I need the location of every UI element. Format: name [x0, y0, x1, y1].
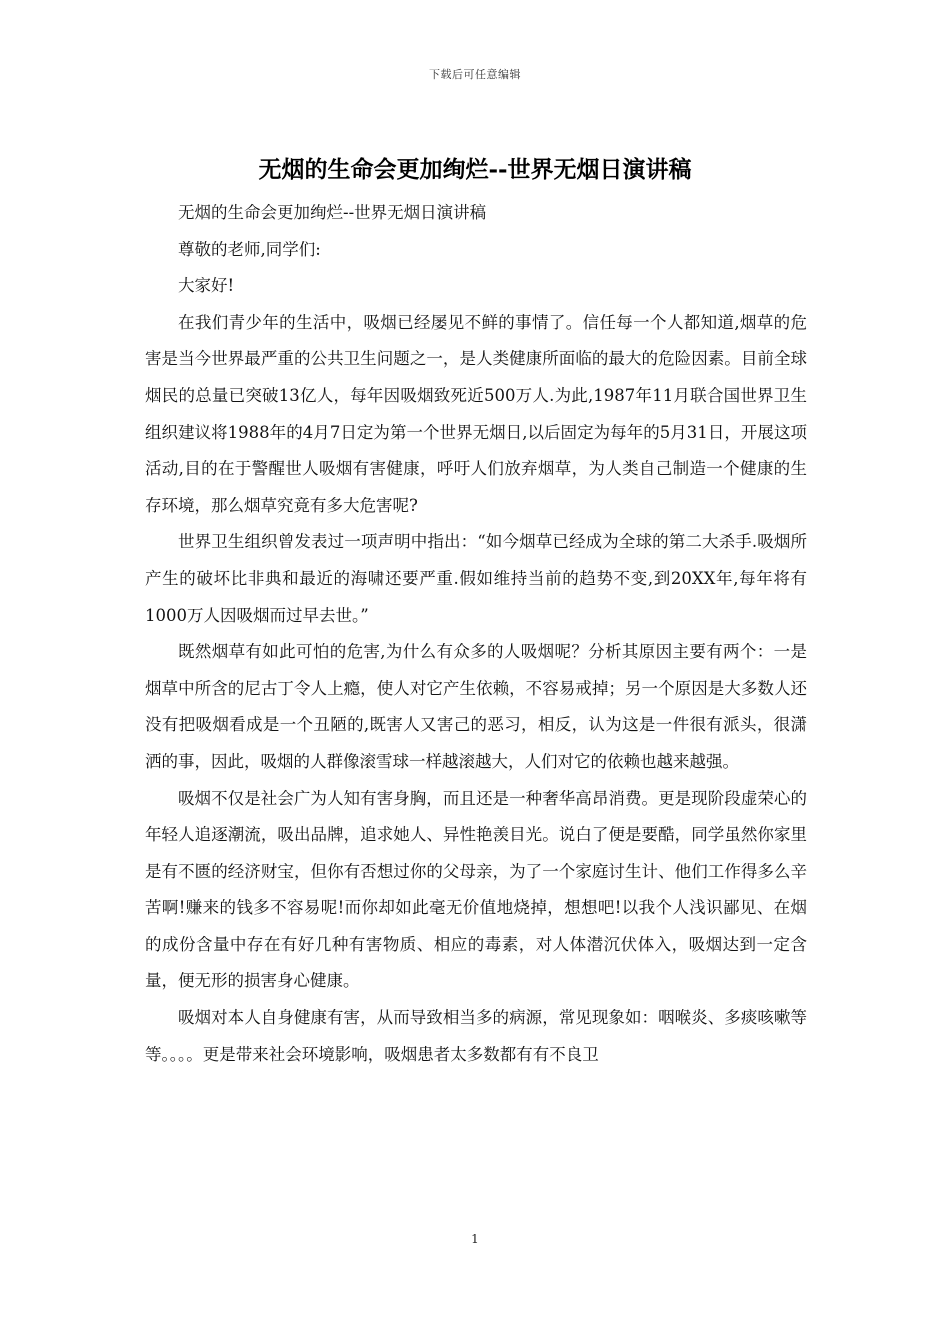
paragraph-body: 在我们青少年的生活中，吸烟已经屡见不鲜的事情了。信任每一个人都知道,烟草的危害是当今世界最严重的公共卫生问题之一，是人类健康所面临的最大的危险因素。目前全球烟民的总量已突破13亿人，每年因吸烟致死近500万人.为此,1987年11月联合国世界卫生组织建议将1988年的4月7日定为第一个世界无烟日,以后固定为每年的5月31日，开展这项活动,目的在于警醒世人吸烟有害健康，呼吁人们放弃烟草，为人类自己制造一个健康的生存环境，那么烟草究竟有多大危害呢?	[145, 312, 807, 515]
document-title: 无烟的生命会更加绚烂--世界无烟日演讲稿	[258, 156, 692, 183]
page-header-note: 下载后可任意编辑	[429, 68, 521, 81]
paragraph-body: 吸烟不仅是社会广为人知有害身胸，而且还是一种奢华高昂消费。更是现阶段虚荣心的年轻人追逐潮流，吸出品牌，追求她人、异性艳羡目光。说白了便是要酷，同学虽然你家里是有不匮的经济财宝，但你有否想过你的父母亲，为了一个家庭讨生计、他们工作得多么辛苦啊!赚来的钱多不容易呢!而你却如此毫无价值地烧掉，想想吧!以我个人浅识鄙见、在烟的成份含量中存在有好几种有害物质、相应的毒素，对人体潜沉伏体入，吸烟达到一定含量，便无形的损害身心健康。	[145, 788, 807, 991]
paragraph-body: 既然烟草有如此可怕的危害,为什么有众多的人吸烟呢？分析其原因主要有两个：一是烟草中所含的尼古丁令人上瘾，使人对它产生依赖，不容易戒掉；另一个原因是大多数人还没有把吸烟看成是一个丑陋的,既害人又害己的恶习，相反，认为这是一件很有派头，很潇洒的事，因此，吸烟的人群像滚雪球一样越滚越大，人们对它的依赖也越来越强。	[145, 642, 807, 771]
document-body	[145, 195, 807, 1073]
paragraph-salutation: 尊敬的老师,同学们:	[178, 239, 321, 259]
paragraph-subtitle: 无烟的生命会更加绚烂--世界无烟日演讲稿	[178, 203, 487, 222]
paragraph-body: 世界卫生组织曾发表过一项声明中指出：“如今烟草已经成为全球的第二大杀手.吸烟所产生的破坏比非典和最近的海啸还要严重.假如维持当前的趋势不变,到20XX年,每年将有1000万人因吸烟而过早去世。”	[145, 532, 807, 625]
page-number: 1	[471, 1232, 479, 1246]
paragraph-greeting: 大家好!	[178, 276, 235, 296]
paragraph-body: 吸烟对本人自身健康有害，从而导致相当多的病源，常见现象如：咽喉炎、多痰咳嗽等等。。。。更是带来社会环境影响，吸烟患者太多数都有有不良卫	[145, 1008, 807, 1064]
